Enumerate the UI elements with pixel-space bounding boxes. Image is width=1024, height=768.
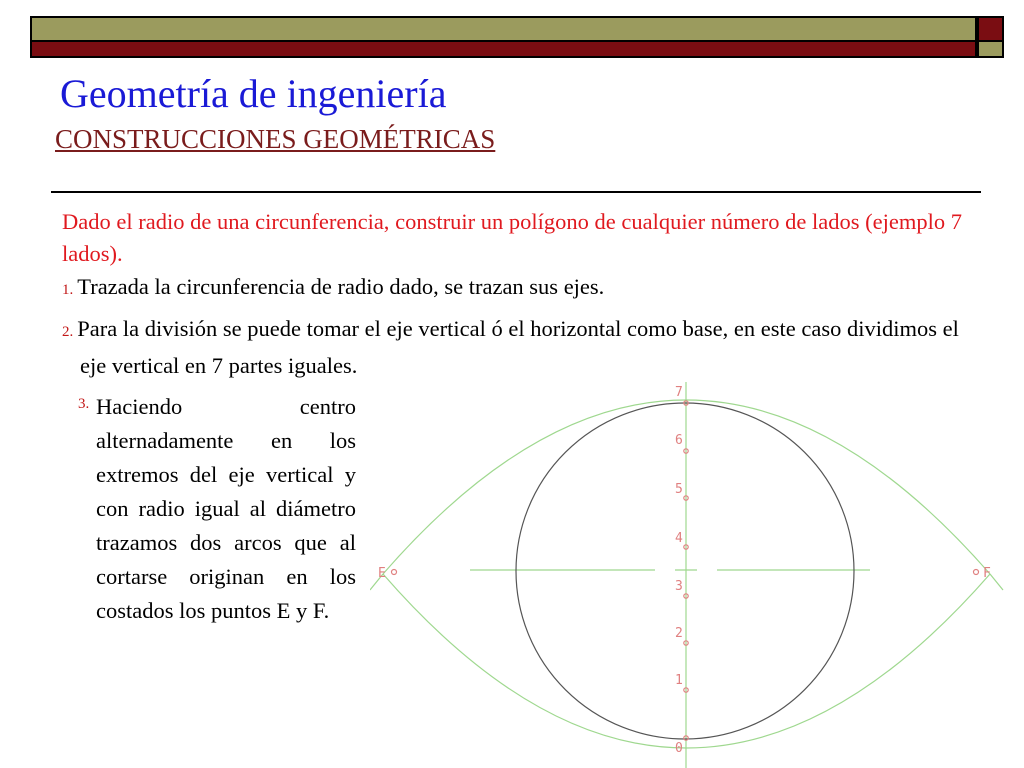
point-f-marker <box>974 570 979 575</box>
step-2 <box>62 312 970 382</box>
step-1-number: 1. <box>62 282 74 298</box>
axis-label-5: 5 <box>675 482 683 497</box>
slide-subtitle: CONSTRUCCIONES GEOMÉTRICAS <box>55 124 496 154</box>
axis-label-1: 1 <box>675 673 683 688</box>
point-e-marker <box>392 570 397 575</box>
arc-extension-f <box>990 574 1003 590</box>
point-e-label: E <box>378 566 386 581</box>
point-f-label: F <box>983 566 991 581</box>
axis-label-4: 4 <box>675 531 683 546</box>
axis-label-3: 3 <box>675 579 683 594</box>
corner-decor <box>977 16 1004 58</box>
axis-label-2: 2 <box>675 626 683 641</box>
top-bar-maroon <box>30 42 977 58</box>
step-3-text: Haciendo centro alternadamente en los extremos del eje vertical y con radio igual al diámetro trazamos dos arcos que al cortarse originan en los costados los puntos E y F. <box>96 394 356 623</box>
axis-label-7: 7 <box>675 385 683 400</box>
step-1-text: Trazada la circunferencia de radio dado, se trazan sus ejes. <box>77 274 605 299</box>
axis-label-6: 6 <box>675 433 683 448</box>
horizontal-rule <box>51 191 981 193</box>
step-3-number: 3. <box>78 396 90 412</box>
corner-square-olive <box>977 42 1004 58</box>
step-2-text: Para la división se puede tomar el eje vertical ó el horizontal como base, en este caso dividimos el eje vertical en 7 partes iguales. <box>77 316 959 378</box>
construction-figure <box>370 380 1010 768</box>
step-1 <box>62 270 962 307</box>
intro-text: Dado el radio de una circunferencia, construir un polígono de cualquier número de lados (ejemplo 7 lados). <box>62 209 962 266</box>
step-2-number: 2. <box>62 324 74 340</box>
corner-square-red <box>977 16 1004 42</box>
top-decor-bar <box>30 16 977 58</box>
slide-title: Geometría de ingeniería <box>60 71 447 116</box>
top-bar-olive <box>30 16 977 42</box>
axis-label-0: 0 <box>675 741 683 756</box>
